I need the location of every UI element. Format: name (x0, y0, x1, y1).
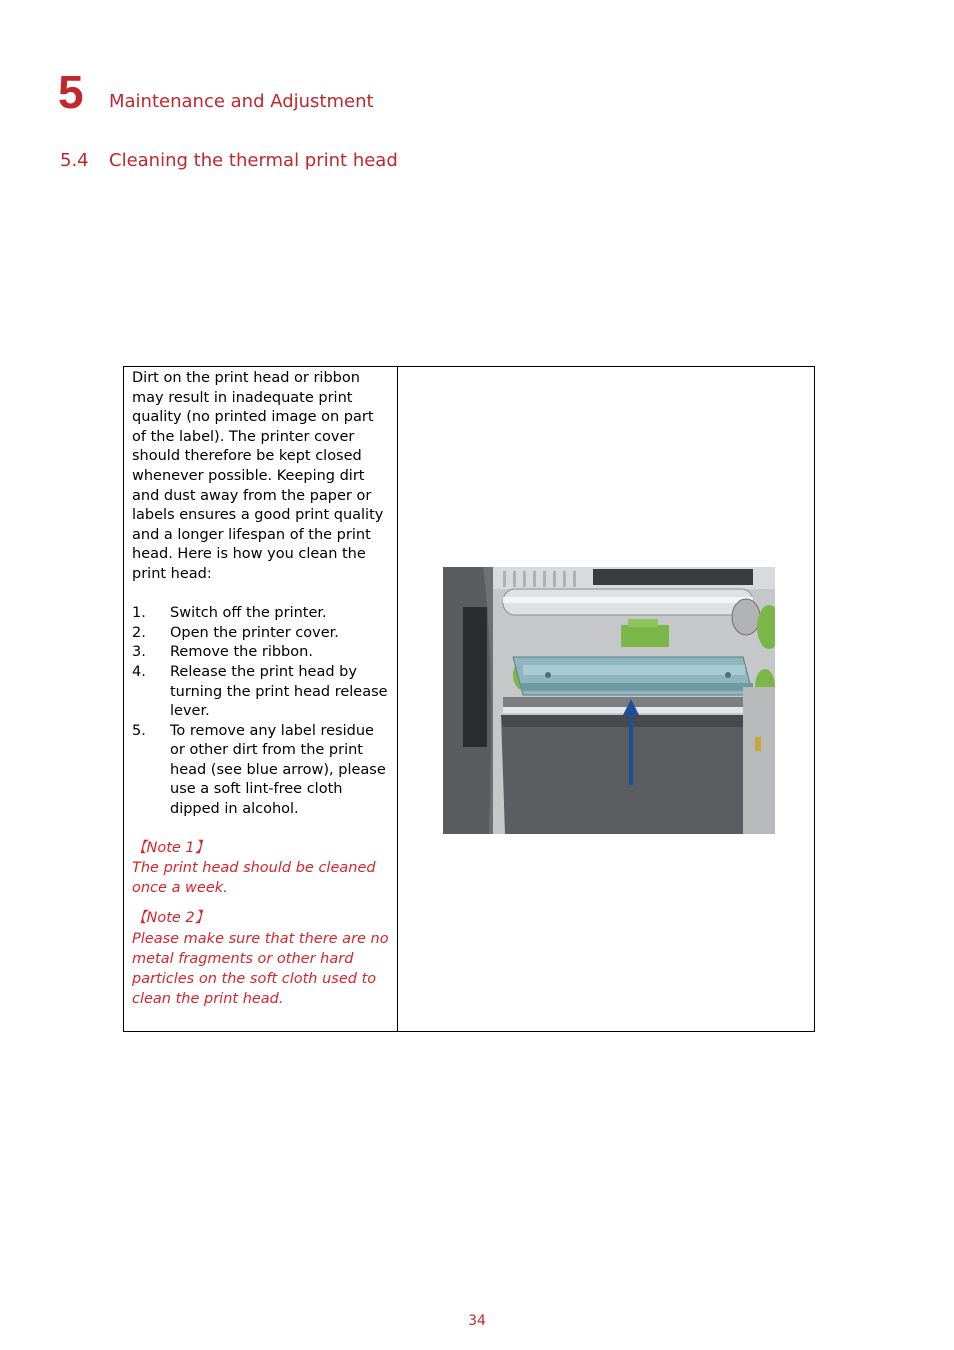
step-number: 4. (132, 663, 146, 680)
chapter-number: 5 (58, 66, 84, 118)
step-text: To remove any label residue or other dirt from the print head (see blue arrow), please use a soft lint-free cloth dipped in alcohol. (170, 722, 386, 818)
page-number: 34 (468, 1313, 486, 1329)
step-number: 1. (132, 605, 146, 622)
note-2-label: 【Note 2】 (132, 910, 210, 927)
step-list (132, 604, 392, 820)
step-number: 5. (132, 722, 146, 739)
section-title: Cleaning the thermal print head (109, 150, 398, 171)
intro-paragraph: Dirt on the print head or ribbon may result in inadequate print quality (no printed image on part of the label). The printer cover should therefore be kept closed whenever possible. Keeping dirt and dust away from the paper or labels ensures a good print quality and a longer lifespan of the print head. Here is how you clean the print head: (132, 370, 384, 582)
step-text: Switch off the printer. (170, 605, 327, 622)
instruction-table (123, 366, 815, 1032)
step-number: 3. (132, 644, 146, 661)
instruction-text-column (132, 369, 392, 1009)
list-item (132, 604, 392, 624)
print-head-photo (443, 567, 775, 834)
table-divider (397, 367, 398, 1031)
list-item (132, 624, 392, 644)
step-number: 2. (132, 624, 146, 641)
step-text: Remove the ribbon. (170, 644, 313, 661)
note-2-text: Please make sure that there are no metal fragments or other hard particles on the soft cloth used to clean the print head. (132, 930, 389, 1007)
list-item (132, 663, 392, 722)
step-text: Open the printer cover. (170, 624, 339, 641)
chapter-title: Maintenance and Adjustment (109, 91, 374, 112)
note-1-label: 【Note 1】 (132, 839, 210, 856)
section-number: 5.4 (60, 150, 89, 171)
step-text: Release the print head by turning the print head release lever. (170, 663, 388, 720)
note-1-text: The print head should be cleaned once a week. (132, 860, 376, 897)
list-item (132, 722, 392, 820)
list-item (132, 643, 392, 663)
